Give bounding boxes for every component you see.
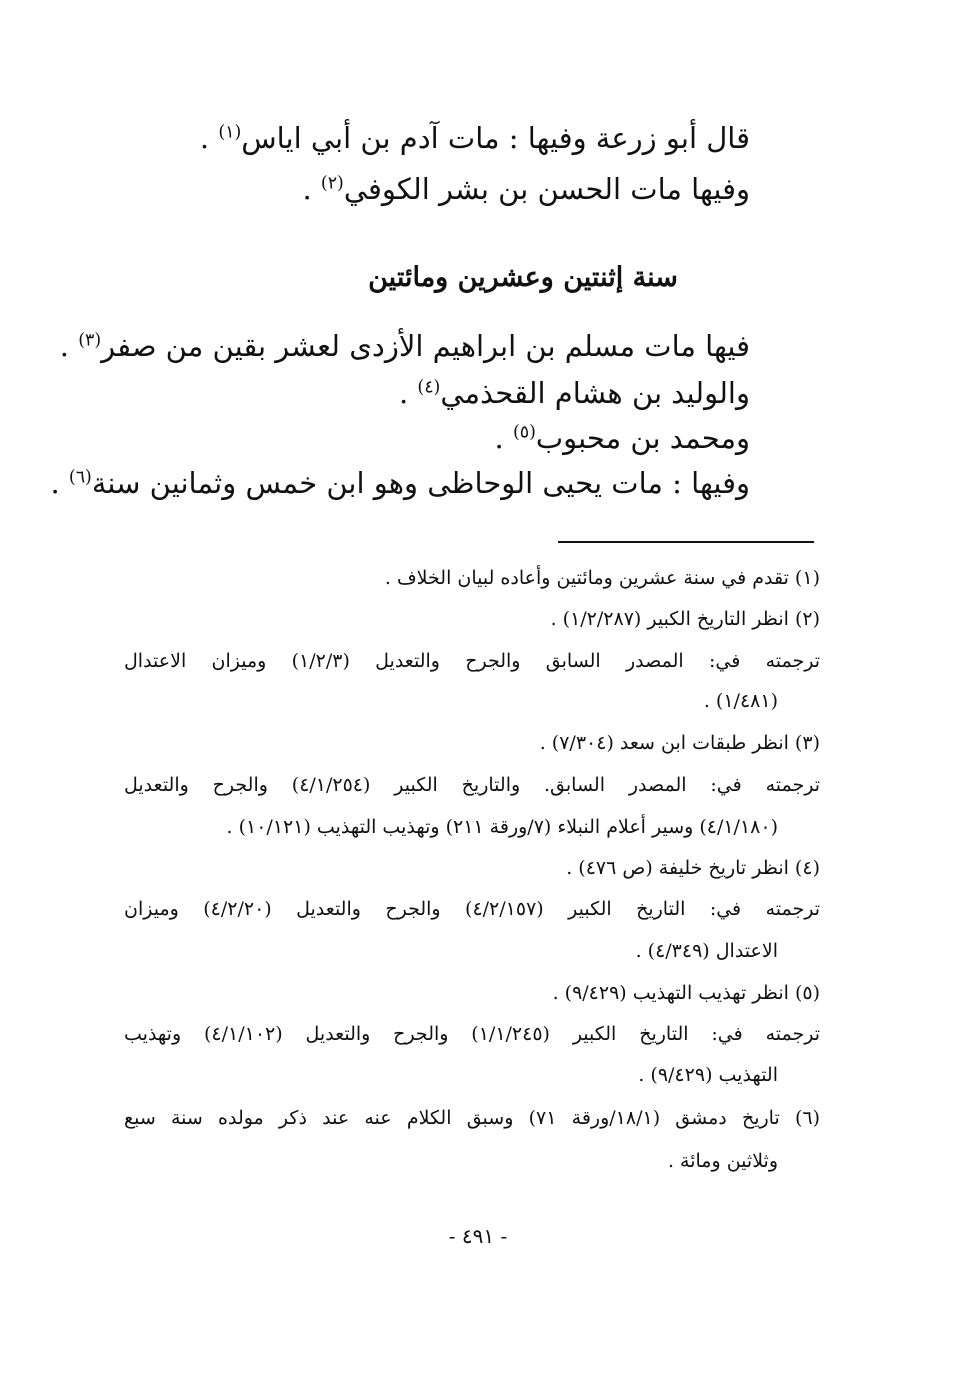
line-end-mark: . bbox=[59, 329, 79, 363]
footnote-3-end: (٤/١/١٨٠) وسير أعلام النبلاء (٧/ورقة ٢١١) وتهذيب التهذيب (١٠/١٢١) . bbox=[226, 816, 778, 838]
text-line-6 bbox=[50, 466, 750, 500]
footnote-2-continuation: ترجمته في: المصدر السابق والجرح والتعديل (١/٢/٣) وميزان الاعتدال bbox=[124, 650, 820, 672]
footnote-5-continuation: ترجمته في: التاريخ الكبير (١/١/٢٤٥) والجرح والتعديل (٤/١/١٠٢) وتهذيب bbox=[124, 1023, 820, 1045]
text-line-5-body: ومحمد بن محبوب bbox=[535, 421, 750, 455]
text-line-3-body: فيها مات مسلم بن ابراهيم الأزدى لعشر بقين من صفر bbox=[101, 329, 750, 363]
footnote-2: (٢) انظر التاريخ الكبير (١/٢/٢٨٧) . bbox=[550, 608, 820, 630]
footnote-ref-1: (١) bbox=[218, 122, 242, 143]
line-end-mark: . bbox=[494, 421, 513, 455]
footnote-2-end: (١/٤٨١) . bbox=[703, 690, 778, 712]
footnote-5-end: التهذيب (٩/٤٢٩) . bbox=[638, 1064, 778, 1086]
line-end-mark: . bbox=[302, 172, 321, 206]
page-number: - ٤٩١ - bbox=[448, 1224, 508, 1248]
footnote-ref-3: (٣) bbox=[78, 330, 102, 351]
footnote-ref-6: (٦) bbox=[68, 467, 92, 488]
footnote-4-continuation: ترجمته في: التاريخ الكبير (٤/٢/١٥٧) والجرح والتعديل (٤/٢/٢٠) وميزان bbox=[124, 898, 820, 920]
line-end-mark: . bbox=[398, 376, 418, 410]
footnote-3-continuation: ترجمته في: المصدر السابق. والتاريخ الكبير (٤/١/٢٥٤) والجرح والتعديل bbox=[124, 774, 820, 796]
footnote-separator bbox=[558, 541, 814, 543]
footnote-3: (٣) انظر طبقات ابن سعد (٧/٣٠٤) . bbox=[539, 732, 820, 754]
line-end-mark: . bbox=[199, 121, 219, 155]
footnote-5: (٥) انظر تهذيب التهذيب (٩/٤٢٩) . bbox=[552, 982, 820, 1004]
footnote-4-end: الاعتدال (٤/٣٤٩) . bbox=[635, 940, 778, 962]
footnote-6: (٦) تاريخ دمشق (١٨/١/ورقة ٧١) وسبق الكلام عنه عند ذكر مولده سنة سبع bbox=[124, 1107, 821, 1129]
text-line-6-body: وفيها : مات يحيى الوحاظى وهو ابن خمس وثمانين سنة bbox=[91, 466, 750, 500]
text-line-2-body: وفيها مات الحسن بن بشر الكوفي bbox=[343, 172, 750, 206]
text-line-4 bbox=[398, 376, 750, 410]
footnote-ref-4: (٤) bbox=[417, 377, 441, 398]
footnote-4: (٤) انظر تاريخ خليفة (ص ٤٧٦) . bbox=[566, 857, 820, 879]
text-line-4-body: والوليد بن هشام القحذمي bbox=[440, 376, 750, 410]
footnote-ref-2: (٢) bbox=[320, 173, 344, 194]
footnote-1: (١) تقدم في سنة عشرين ومائتين وأعاده لبيان الخلاف . bbox=[384, 567, 820, 589]
line-end-mark: . bbox=[50, 466, 69, 500]
text-line-1-body: قال أبو زرعة وفيها : مات آدم بن أبي اياس bbox=[241, 121, 750, 155]
footnote-6-end: وثلاثين ومائة . bbox=[667, 1150, 778, 1172]
footnote-ref-5: (٥) bbox=[512, 422, 536, 443]
text-line-1 bbox=[199, 121, 750, 155]
section-heading: سنة إثنتين وعشرين ومائتين bbox=[368, 262, 678, 293]
text-line-3 bbox=[59, 329, 750, 363]
text-line-2 bbox=[302, 172, 750, 206]
text-line-5 bbox=[494, 421, 751, 455]
